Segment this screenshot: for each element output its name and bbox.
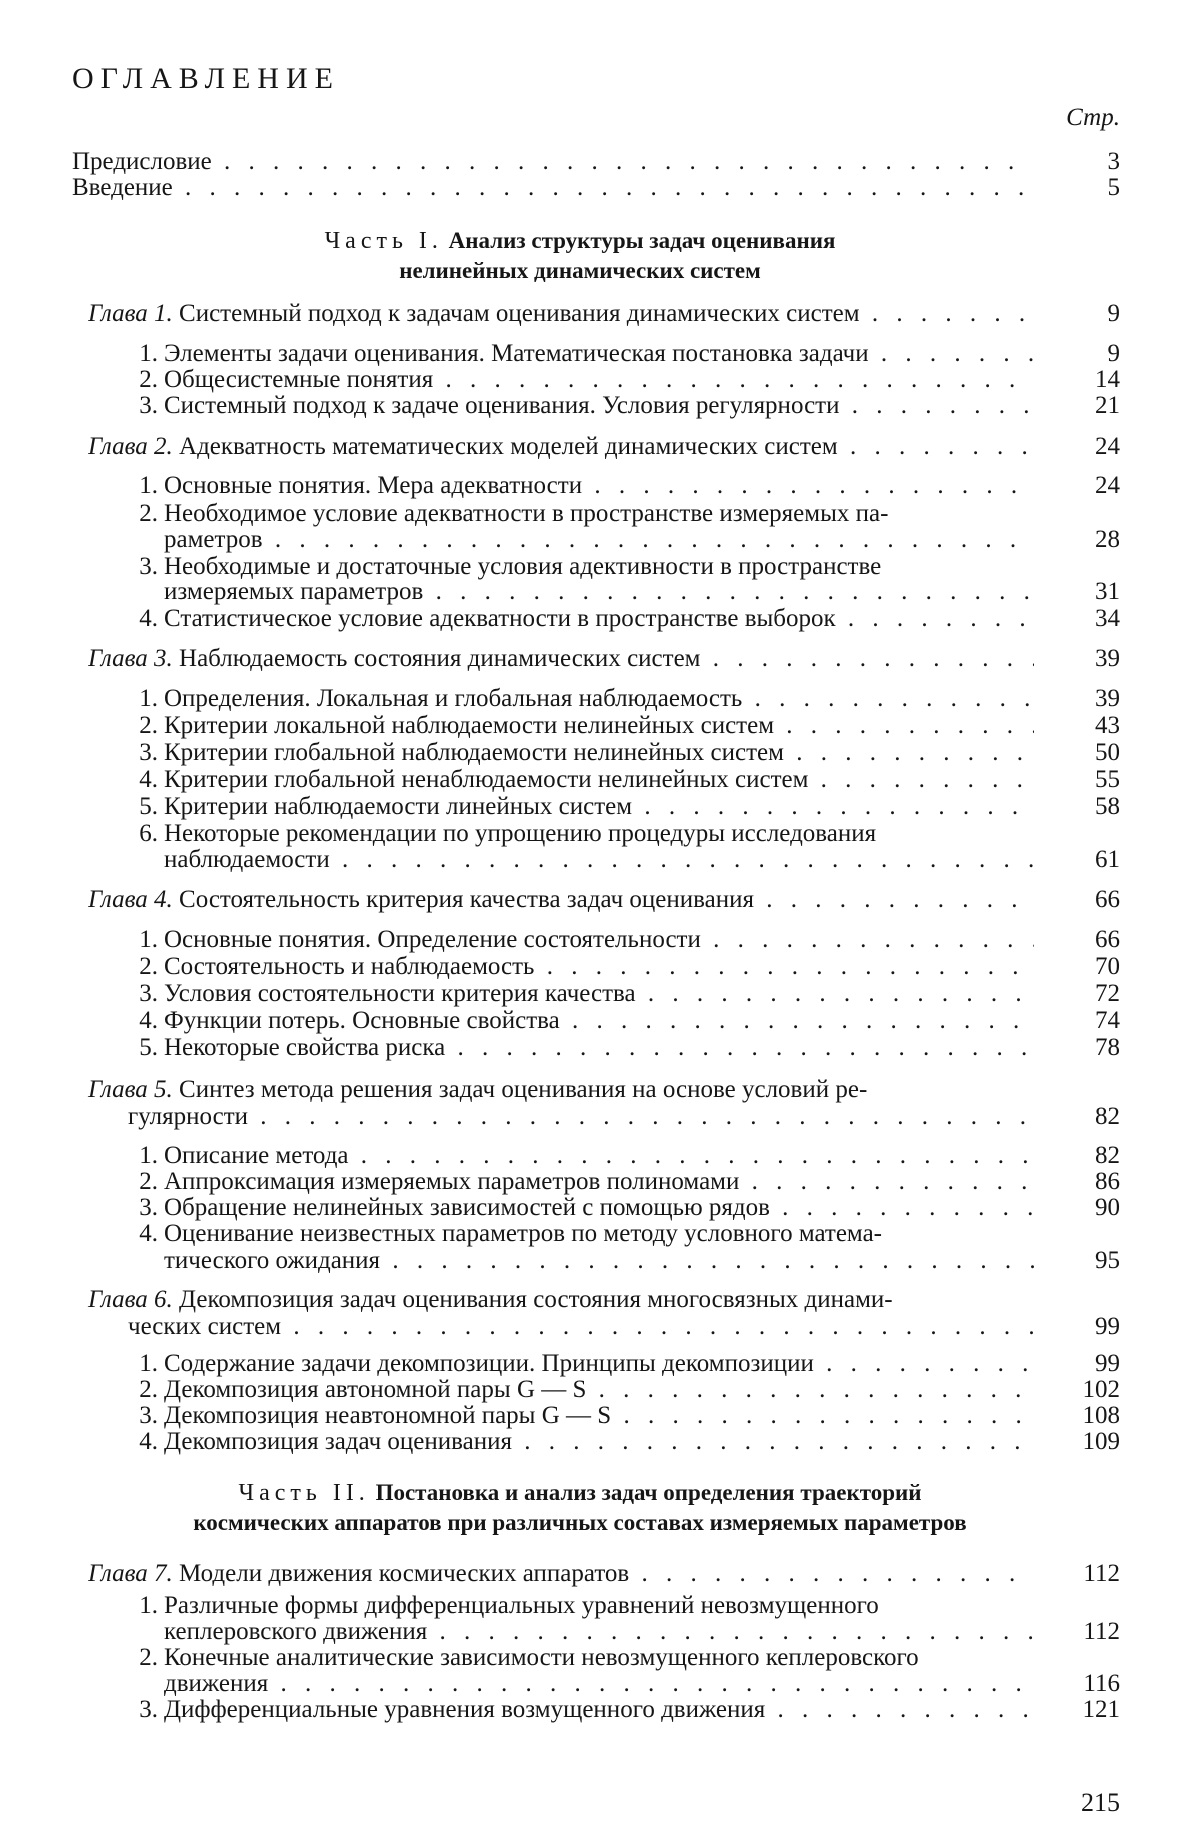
toc-entry-page: 34 (1095, 605, 1120, 632)
section-number: 1. (139, 472, 158, 499)
toc-entry-page: 82 (1095, 1142, 1120, 1169)
section-number: 5. (139, 793, 158, 820)
chapter-label: Глава 6. (88, 1286, 173, 1313)
toc-entry-page: 78 (1095, 1034, 1120, 1061)
section-number: 1. (139, 926, 158, 953)
toc-entry-page: 5 (1107, 174, 1120, 201)
toc-entry-page: 86 (1095, 1168, 1120, 1195)
chapter-label: Глава 7. (88, 1560, 173, 1587)
section-number: 2. (139, 366, 158, 393)
section-title: Дифференциальные уравнения возмущенного движения . . . (164, 1696, 1034, 1724)
toc-entry-page: 9 (1107, 300, 1120, 327)
section-title: Обращение нелинейных зависимостей с помощью рядов . . . (164, 1194, 1034, 1222)
section-number: 4. (139, 766, 158, 793)
chapter-title: Наблюдаемость состояния динамических систем (179, 645, 701, 672)
section-number: 1. (139, 1350, 158, 1377)
toc-entry-page: 9 (1107, 340, 1120, 367)
section-number: 1. (139, 1592, 158, 1619)
section-number: 3. (139, 553, 158, 580)
section-title-line1: Необходимые и достаточные условия адективности в пространстве (164, 553, 882, 580)
part-prefix: Часть II. (238, 1480, 370, 1506)
section-title: Описание метода . . . (164, 1142, 1034, 1170)
toc-entry-page: 66 (1095, 926, 1120, 953)
toc-entry-label: Введение . . . (72, 174, 1034, 202)
section-number: 4. (139, 605, 158, 632)
page-title: ОГЛАВЛЕНИЕ (72, 62, 340, 95)
section-number: 4. (139, 1428, 158, 1455)
toc-entry-label: Предисловие . . . (72, 148, 1034, 176)
section-title: Элементы задачи оценивания. Математическая постановка задачи . . . (164, 340, 1034, 368)
toc-entry-page: 50 (1095, 739, 1120, 766)
part-heading-1 (70, 226, 1090, 286)
section-title: Некоторые свойства риска . . . (164, 1034, 1034, 1062)
section-title: Основные понятия. Мера адекватности . . . (164, 472, 1034, 500)
chapter-label: Глава 1. (88, 300, 173, 327)
toc-entry-page: 66 (1095, 886, 1120, 913)
toc-entry-page: 99 (1095, 1313, 1120, 1340)
section-title-line1: Необходимое условие адекватности в пространстве измеряемых па- (164, 500, 889, 527)
section-number: 3. (139, 1696, 158, 1723)
section-number: 1. (139, 340, 158, 367)
section-title-line2: наблюдаемости . . . (164, 846, 1034, 874)
section-number: 1. (139, 685, 158, 712)
section-title: Условия состоятельности критерия качества . . . (164, 980, 1034, 1008)
chapter-title-line2: гулярности . . . (128, 1103, 1034, 1131)
section-number: 2. (139, 1376, 158, 1403)
toc-entry-page: 39 (1095, 645, 1120, 672)
chapter-title: Модели движения космических аппаратов (179, 1560, 630, 1587)
section-title: Основные понятия. Определение состоятельности . . . (164, 926, 1034, 954)
section-title-line2: движения . . . (164, 1670, 1034, 1698)
section-title-line2: измеряемых параметров . . . (164, 578, 1034, 606)
section-title: Функции потерь. Основные свойства . . . (164, 1007, 1034, 1035)
chapter-title: Состоятельность критерия качества задач оценивания (179, 886, 754, 913)
part-title-line1: Постановка и анализ задач определения траекторий (375, 1480, 922, 1505)
section-number: 4. (139, 1220, 158, 1247)
part-heading-2 (70, 1478, 1090, 1538)
toc-entry-page: 24 (1095, 472, 1120, 499)
section-number: 2. (139, 712, 158, 739)
section-number: 5. (139, 1034, 158, 1061)
section-number: 1. (139, 1142, 158, 1169)
section-title-line1: Оценивание неизвестных параметров по методу условного матема- (164, 1220, 883, 1247)
toc-entry-page: 112 (1083, 1560, 1120, 1587)
section-title: Декомпозиция неавтономной пары G — S . . . (164, 1402, 1034, 1430)
part-prefix: Часть I. (324, 228, 443, 254)
section-number: 4. (139, 1007, 158, 1034)
page-column-label: Стр. (1066, 104, 1120, 131)
chapter-label: Глава 5. (88, 1076, 173, 1103)
section-number: 6. (139, 820, 158, 847)
chapter-title: Системный подход к задачам оценивания динамических систем (179, 300, 860, 327)
section-title: Определения. Локальная и глобальная наблюдаемость . . . (164, 685, 1034, 713)
chapter-label: Глава 2. (88, 433, 173, 460)
section-title-line1: Различные формы дифференциальных уравнений невозмущенного (164, 1592, 879, 1619)
toc-entry-page: 99 (1095, 1350, 1120, 1377)
toc-entry-page: 108 (1082, 1402, 1120, 1429)
toc-entry-page: 58 (1095, 793, 1120, 820)
section-title: Содержание задачи декомпозиции. Принципы декомпозиции . . . (164, 1350, 1034, 1378)
section-number: 3. (139, 980, 158, 1007)
part-title-line1: Анализ структуры задач оценивания (448, 228, 836, 253)
part-title-line2: космических аппаратов при различных составах измеряемых параметров (193, 1510, 967, 1535)
toc-entry-page: 31 (1095, 578, 1120, 605)
section-number: 3. (139, 392, 158, 419)
chapter-title-line1: Синтез метода решения задач оценивания на основе условий ре- (179, 1076, 868, 1103)
section-number: 2. (139, 1168, 158, 1195)
section-title: Критерии глобальной наблюдаемости нелинейных систем . . . (164, 739, 1034, 767)
chapter-title: Адекватность математических моделей динамических систем (179, 433, 838, 460)
section-number: 2. (139, 953, 158, 980)
section-title: Критерии локальной наблюдаемости нелинейных систем . . . (164, 712, 1034, 740)
section-title: Критерии глобальной ненаблюдаемости нелинейных систем . . . (164, 766, 1034, 794)
section-number: 3. (139, 1402, 158, 1429)
section-title-line2: тического ожидания . . . (164, 1247, 1034, 1275)
chapter-label: Глава 3. (88, 645, 173, 672)
toc-entry-page: 121 (1082, 1696, 1120, 1723)
toc-entry-page: 82 (1095, 1103, 1120, 1130)
part-title-line2: нелинейных динамических систем (399, 258, 761, 283)
toc-entry-page: 102 (1082, 1376, 1120, 1403)
chapter-title-line2: ческих систем . . . (128, 1313, 1034, 1341)
toc-entry-page: 39 (1095, 685, 1120, 712)
toc-entry-page: 72 (1095, 980, 1120, 1007)
toc-entry-page: 112 (1083, 1618, 1120, 1645)
toc-entry-page: 43 (1095, 712, 1120, 739)
section-number: 3. (139, 739, 158, 766)
section-title: Критерии наблюдаемости линейных систем . . . (164, 793, 1034, 821)
section-title-line1: Некоторые рекомендации по упрощению процедуры исследования (164, 820, 877, 847)
toc-entry-page: 55 (1095, 766, 1120, 793)
toc-entry-page: 116 (1083, 1670, 1120, 1697)
section-title: Общесистемные понятия . . . (164, 366, 1034, 394)
section-title: Декомпозиция автономной пары G — S . . . (164, 1376, 1034, 1404)
section-title: Декомпозиция задач оценивания . . . (164, 1428, 1034, 1456)
section-number: 2. (139, 1644, 158, 1671)
chapter-label: Глава 4. (88, 886, 173, 913)
section-title: Системный подход к задаче оценивания. Условия регулярности . . . (164, 392, 1034, 420)
chapter-title-line1: Декомпозиция задач оценивания состояния многосвязных динами- (179, 1286, 893, 1313)
section-number: 3. (139, 1194, 158, 1221)
toc-entry-page: 21 (1095, 392, 1120, 419)
section-title-line1: Конечные аналитические зависимости невозмущенного кеплеровского (164, 1644, 919, 1671)
section-title: Аппроксимация измеряемых параметров полиномами . . . (164, 1168, 1034, 1196)
section-title-line2: раметров . . . (164, 526, 1034, 554)
toc-entry-page: 74 (1095, 1007, 1120, 1034)
toc-entry-page: 109 (1082, 1428, 1120, 1455)
section-title: Состоятельность и наблюдаемость . . . (164, 953, 1034, 981)
toc-entry-page: 14 (1095, 366, 1120, 393)
section-number: 2. (139, 500, 158, 527)
toc-entry-page: 24 (1095, 433, 1120, 460)
toc-entry-page: 28 (1095, 526, 1120, 553)
section-title-line2: кеплеровского движения . . . (164, 1618, 1034, 1646)
toc-entry-page: 61 (1095, 846, 1120, 873)
toc-entry-page: 95 (1095, 1247, 1120, 1274)
toc-entry-page: 90 (1095, 1194, 1120, 1221)
toc-entry-page: 3 (1107, 148, 1120, 175)
page-number: 215 (1081, 1788, 1120, 1817)
toc-entry-page: 70 (1095, 953, 1120, 980)
section-title: Статистическое условие адекватности в пространстве выборок . . . (164, 605, 1034, 633)
